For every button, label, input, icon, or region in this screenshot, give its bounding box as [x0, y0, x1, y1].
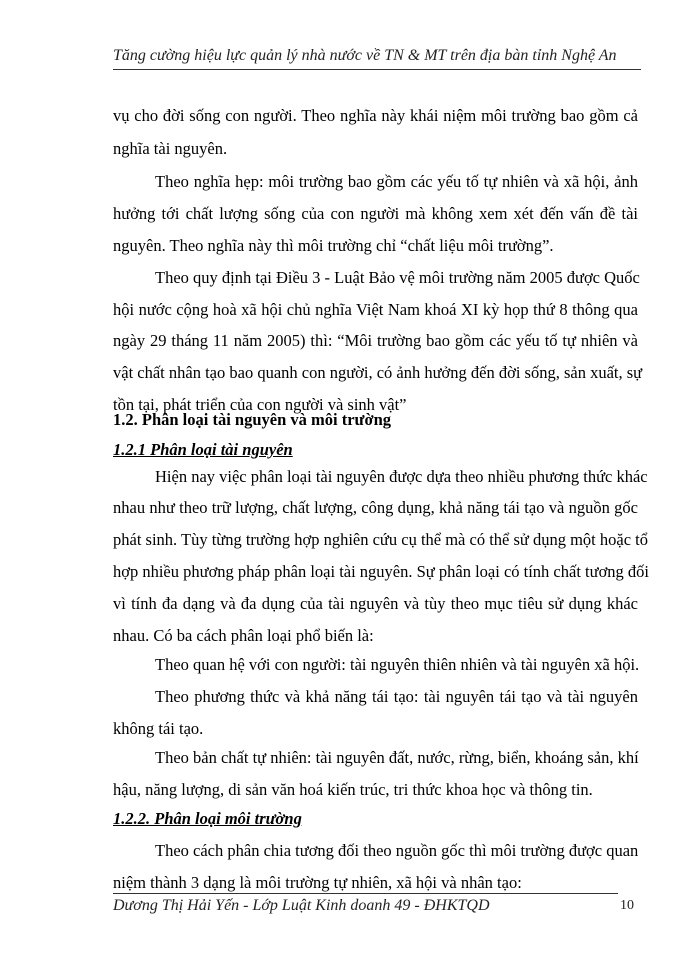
paragraph-line: nhau. Có ba cách phân loại phổ biến là:: [113, 626, 374, 645]
paragraph-line: hội nước cộng hoà xã hội chủ nghĩa Việt Nam khoá XI kỳ họp thứ 8 thông qua: [113, 300, 638, 319]
paragraph-line: Theo quy định tại Điều 3 - Luật Bảo vệ môi trường năm 2005 được Quốc: [155, 268, 640, 287]
paragraph-line: không tái tạo.: [113, 719, 204, 738]
paragraph-line: ngày 29 tháng 11 năm 2005) thì: “Môi trường bao gồm các yếu tố tự nhiên và: [113, 331, 638, 350]
paragraph-line: Theo bản chất tự nhiên: tài nguyên đất, nước, rừng, biển, khoáng sản, khí: [155, 748, 639, 767]
paragraph-line: niệm thành 3 dạng là môi trường tự nhiên, xã hội và nhân tạo:: [113, 873, 522, 892]
paragraph-line: Theo phương thức và khả năng tái tạo: tài nguyên tái tạo và tài nguyên: [155, 687, 638, 706]
paragraph-line: hưởng tới chất lượng sống của con người mà không xem xét đến vấn đề tài: [113, 204, 638, 223]
paragraph-line: Hiện nay việc phân loại tài nguyên được dựa theo nhiều phương thức khác: [155, 467, 648, 486]
paragraph-line: nghĩa tài nguyên.: [113, 139, 228, 158]
footer-divider: [113, 893, 618, 894]
paragraph-line: Theo cách phân chia tương đối theo nguồn gốc thì môi trường được quan: [155, 841, 639, 860]
paragraph-line: vụ cho đời sống con người. Theo nghĩa này khái niệm môi trường bao gồm cả: [113, 106, 638, 125]
paragraph-line: vì tính đa dạng và đa dụng của tài nguyên và tùy theo mục tiêu sử dụng khác: [113, 594, 638, 613]
paragraph-line: phát sinh. Tùy từng trường hợp nghiên cứu cụ thể mà có thể sử dụng một hoặc tổ: [113, 530, 649, 549]
subsection-heading: 1.2.1 Phân loại tài nguyên: [113, 440, 293, 459]
running-header: Tăng cường hiệu lực quản lý nhà nước về TN & MT trên địa bàn tỉnh Nghệ An: [113, 47, 617, 64]
paragraph-line: tồn tại, phát triển của con người và sinh vật”: [113, 395, 407, 414]
paragraph-line: Theo quan hệ với con người: tài nguyên thiên nhiên và tài nguyên xã hội.: [155, 655, 640, 674]
paragraph-line: Theo nghĩa hẹp: môi trường bao gồm các yếu tố tự nhiên và xã hội, ảnh: [155, 172, 638, 191]
section-heading: 1.2. Phân loại tài nguyên và môi trường: [113, 410, 392, 429]
paragraph-line: hậu, năng lượng, di sản văn hoá kiến trúc, tri thức khoa học và thông tin.: [113, 780, 593, 799]
paragraph-line: nhau như theo trữ lượng, chất lượng, công dụng, khả năng tái tạo và nguồn gốc: [113, 498, 638, 517]
footer-author: Dương Thị Hải Yến - Lớp Luật Kinh doanh 49 - ĐHKTQD: [113, 897, 490, 914]
paragraph-line: hợp nhiều phương pháp phân loại tài nguyên. Sự phân loại có tính chất tương đối: [113, 562, 650, 581]
subsection-heading: 1.2.2. Phân loại môi trường: [113, 809, 302, 828]
page-number: 10: [620, 898, 634, 913]
paragraph-line: vật chất nhân tạo bao quanh con người, có ảnh hưởng đến đời sống, sản xuất, sự: [113, 363, 643, 382]
header-divider: [113, 69, 641, 70]
paragraph-line: nguyên. Theo nghĩa này thì môi trường chỉ “chất liệu môi trường”.: [113, 236, 554, 255]
